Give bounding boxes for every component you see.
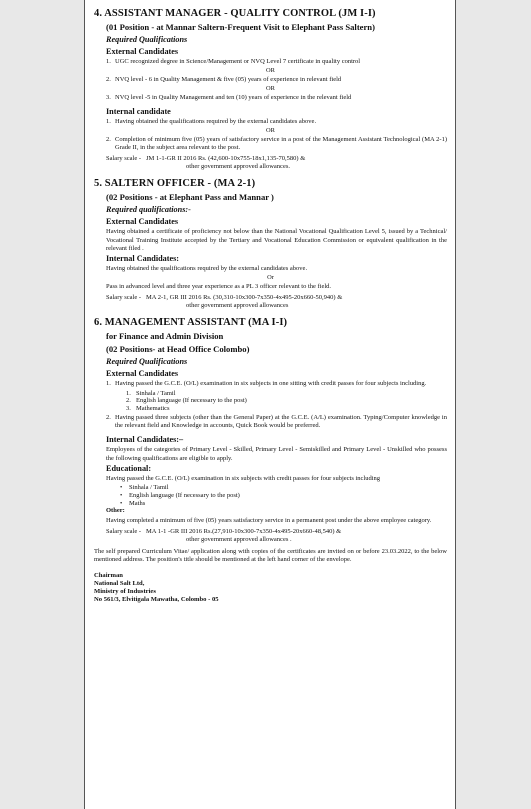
list-item: • Sinhala / Tamil <box>120 484 447 492</box>
section-5-internal-text2: Pass in advanced level and three year experience as a PL 3 officer relevant to the field. <box>106 282 332 290</box>
section-4-positions: (01 Position - at Mannar Saltern-Frequent Visit to Elephant Pass Saltern) <box>106 22 375 32</box>
or-separator: OR <box>266 85 275 92</box>
or-separator: OR <box>266 67 275 75</box>
section-5-required: Required qualifications:- <box>106 205 191 215</box>
list-item: 1. Having passed the G.C.E. (O/L) examination in six subjects in one sitting with credit passes for four subjects including. <box>106 380 427 388</box>
section-5-external-text: Having obtained a certificate of proficiency not below than the National Vocational Qualification Level 5, issued by a Technical/ Vocational Training Institute accepted by the Tertiary and Vocational Education Commission or equivalent qualification in the relevant filed . <box>106 228 447 252</box>
section-6-subject-list <box>126 390 447 413</box>
list-item: 2. English language (If necessary to the post) <box>126 397 247 405</box>
list-item: 2. Completion of minimum five (05) years of satisfactory service in a post of the Management Assistant Technological (MA 2-1) Grade II, in the subject area relevant to the post. <box>106 135 447 151</box>
section-4-salary: Salary scale - JM 1-1-GR II 2016 Rs. (42,600-10x755-18x1,135-70,580) & other government approved allowances. <box>106 155 306 171</box>
section-6-positions: (02 Positions- at Head Office Colombo) <box>106 344 250 355</box>
section-5-internal-heading: Internal Candidates: <box>106 254 180 264</box>
list-item: • Maths <box>120 500 447 508</box>
section-4-external-heading: External Candidates <box>106 47 179 56</box>
advertisement-page <box>84 0 456 809</box>
list-item: 1. Sinhala / Tamil <box>126 389 176 397</box>
section-5-positions: (02 Positions - at Elephant Pass and Mannar ) <box>106 192 274 203</box>
address-line: National Salt Ltd, <box>94 579 145 587</box>
section-6-internal-heading: Internal Candidates:– <box>106 435 184 445</box>
or-separator: Or <box>267 274 274 282</box>
section-5-title: 5. SALTERN OFFICER - (MA 2-1) <box>94 178 256 190</box>
closing-paragraph: The self prepared Curriculum Vitae/ application along with copies of the certificates are invited on or before 23.03.2022, to the below mentioned address. The position's title should be mentioned at the left hand corner of the envelope. <box>94 548 447 564</box>
section-4-internal-heading: Internal candidate <box>106 106 171 116</box>
or-separator: OR <box>266 127 275 134</box>
section-6-educational-bullets <box>120 484 447 507</box>
address-block <box>94 572 447 605</box>
list-item: 3. Mathematics <box>126 405 170 413</box>
section-6-educational-heading: Educational: <box>106 463 152 473</box>
section-6-internal-text: Employees of the categories of Primary Level - Skilled, Primary Level - Semiskilled and Primary Level - Unskilled who possess the following qualifications are eligible to apply. <box>106 446 447 462</box>
section-6-title: 6. MANAGEMENT ASSISTANT (MA I-I) <box>94 317 288 329</box>
section-5-salary: Salary scale - MA 2-1, GR III 2016 Rs. (30,310-10x300-7x350-4x495-20x660-50,940) & other government approved allowances <box>106 294 343 310</box>
address-line: Chairman <box>94 571 123 579</box>
address-line: No 561/3, Elvitigala Mawatha, Colombo - 05 <box>94 596 219 604</box>
list-item: 1. UGC recognized degree in Science/Management or NVQ Level 7 certificate in quality control <box>106 58 361 65</box>
list-item: 1. Having obtained the qualifications required by the external candidates above. <box>106 117 317 125</box>
section-6-required: Required Qualifications <box>106 357 188 367</box>
section-4-title: 4. ASSISTANT MANAGER - QUALITY CONTROL (JM I-I) <box>94 8 376 19</box>
section-6-other-text: Having completed a minimum of five (05) years satisfactory service in a permanent post under the above employee category. <box>106 516 432 524</box>
section-4-required: Required Qualifications <box>106 35 188 44</box>
list-item: 2. Having passed three subjects (other than the General Paper) at the G.C.E. (A/L) examination. Typing/Computer knowledge in the relevant field and Knowledge in accounts, Quick Book would be preferred. <box>106 414 447 430</box>
section-6-external-heading: External Candidates <box>106 369 179 379</box>
section-6-subtitle: for Finance and Admin Division <box>106 331 224 342</box>
list-item: 2. NVQ level - 6 in Quality Management & five (05) years of experience in relevant field <box>106 75 342 83</box>
section-6-educational-text: Having passed the G.C.E. (O/L) examination in six subjects with credit passes for four subjects including <box>106 474 381 482</box>
section-6-other-heading: Other: <box>106 507 125 515</box>
section-5-external-heading: External Candidates <box>106 217 179 227</box>
address-line: Ministry of Industries <box>94 588 156 596</box>
list-item: • English language (If necessary to the post) <box>120 492 447 500</box>
list-item: 3. NVQ level -5 in Quality Management and ten (10) years of experience in the relevant field <box>106 93 352 101</box>
section-6-salary: Salary scale - MA 1-1 -GR III 2016 Rs.(27,910-10x300-7x350-4x495-20x660-48,540) & other government approved allowances . <box>106 527 342 544</box>
section-5-internal-text1: Having obtained the qualifications required by the external candidates above. <box>106 265 308 273</box>
